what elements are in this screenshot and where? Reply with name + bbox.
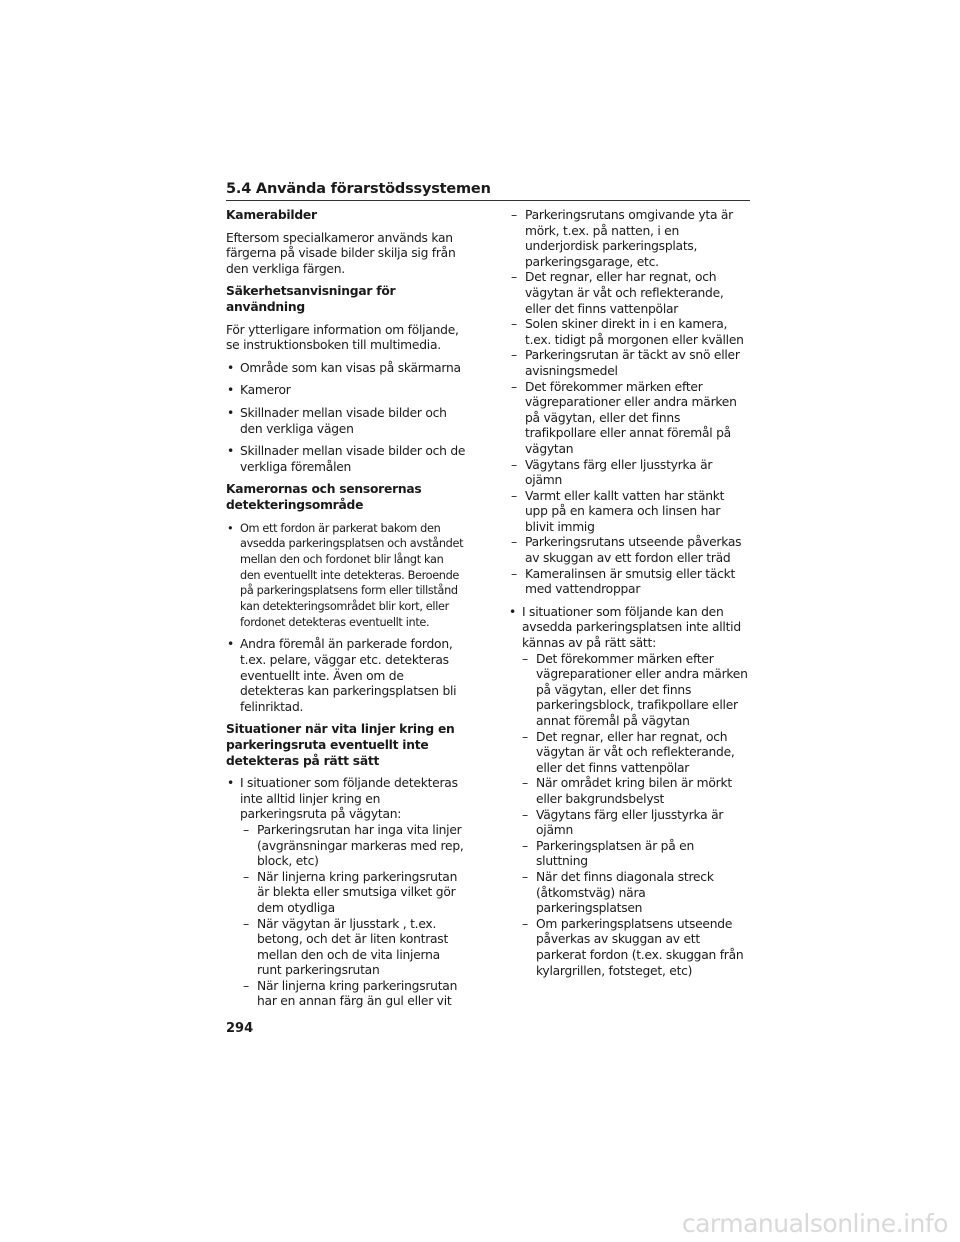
sub-list-item: – Om parkeringsplatsens utseende påverkas av skuggan av ett parkerat fordon (t.ex. skuggan från kylargrillen, fotsteget, etc) [522, 916, 744, 978]
right-column [508, 208, 748, 979]
sub-list-item: – När linjerna kring parkeringsrutan har en annan färg än gul eller vit [243, 978, 458, 1009]
heading-sakerhet: Säkerhetsanvisningar för användning [226, 284, 396, 314]
heading-detektering: Kamerornas och sensorernas detekteringsområde [226, 482, 422, 512]
sub-list-item: – När det finns diagonala streck (åtkomstväg) nära parkeringsplatsen [522, 869, 714, 916]
heading-vita-linjer: Situationer när vita linjer kring en parkeringsruta eventuellt inte detekteras på rätt sätt [226, 722, 455, 768]
list-item: • Skillnader mellan visade bilder och den verkliga vägen [227, 405, 447, 436]
list-item: • Skillnader mellan visade bilder och de verkliga föremålen [227, 444, 466, 474]
left-column [226, 208, 466, 1010]
sub-list-item: – Det regnar, eller har regnat, och vägytan är våt och reflekterande, eller det finns vattenpölar [522, 729, 735, 775]
list-item: • Om ett fordon är parkerat bakom den avsedda parkeringsplatsen och avståndet mellan den och fordonet blir långt kan den eventuellt inte detekteras. Beroende på parkeringsplatsens form eller tillstånd kan detekteringsområdet blir kort, eller fordonet detekteras eventuellt inte. [227, 521, 464, 629]
list-item: • Andra föremål än parkerade fordon, t.ex. pelare, väggar etc. detekteras eventuellt inte. Även om de detekteras kan parkeringsplatsen bli felinriktad. [227, 637, 457, 714]
list-item: • I situationer som följande kan den avsedda parkeringsplatsen inte alltid kännas av på rätt sätt: [509, 604, 741, 651]
sub-list-item: – Solen skiner direkt in i en kamera, t.ex. tidigt på morgonen eller kvällen [511, 317, 744, 347]
section-header [226, 178, 750, 201]
sublist-vita-linjer [226, 823, 466, 1010]
page-number: 294 [226, 1021, 254, 1036]
list-item: • I situationer som följande detekteras inte alltid linjer kring en parkeringsruta på vägytan: [227, 776, 458, 822]
sub-list-item: – Vägytans färg eller ljusstyrka är ojämn [522, 807, 724, 838]
sub-list-item: – Parkeringsplatsen är på en sluttning [522, 838, 695, 869]
sub-list-item: – Kameralinsen är smutsig eller täckt med vattendroppar [511, 566, 736, 597]
sub-list-item: – Parkeringsrutan är täckt av snö eller avisningsmedel [511, 348, 740, 378]
sub-list-item: – Varmt eller kallt vatten har stänkt upp på en kamera och linsen har blivit immig [511, 488, 725, 534]
sub-list-item: – Parkeringsrutan har inga vita linjer (avgränsningar markeras med rep, block, etc) [243, 822, 464, 869]
sub-list-item: – Det förekommer märken efter vägreparationer eller andra märken på vägytan, eller det finns trafikpollare eller annat föremål på vägytan [511, 379, 737, 456]
sub-list-item: – Parkeringsrutans utseende påverkas av skuggan av ett fordon eller träd [511, 535, 742, 566]
sub-list-item: – Parkeringsrutans omgivande yta är mörk, t.ex. på natten, i en underjordisk parkeringsplats, parkeringsgarage, etc. [511, 208, 733, 269]
watermark: carmanualsonline.info [681, 1209, 948, 1238]
list-item: • Kameror [227, 383, 291, 398]
sub-list-item: – Det regnar, eller har regnat, och vägytan är våt och reflekterande, eller det finns vattenpölar [511, 270, 724, 316]
sub-list-item: – När linjerna kring parkeringsrutan är blekta eller smutsiga vilket gör dem otydliga [243, 869, 458, 915]
sub-list-item: – Det förekommer märken efter vägreparationer eller andra märken på vägytan, eller det finns parkeringsblock, trafikpollare eller annat föremål på vägytan [522, 651, 748, 728]
paragraph-kamerabilder: Eftersom specialkameror används kan färgerna på visade bilder skilja sig från den verkliga färgen. [226, 230, 456, 276]
sub-list-item: – När området kring bilen är mörkt eller bakgrundsbelyst [522, 776, 732, 806]
section-title: 5.4 Använda förarstödssystemen [226, 181, 491, 197]
sub-list-item: – Vägytans färg eller ljusstyrka är ojämn [511, 457, 713, 488]
paragraph-sakerhet: För ytterligare information om följande, se instruktionsboken till multimedia. [226, 322, 459, 353]
list-item: • Område som kan visas på skärmarna [227, 360, 461, 375]
sublist-parkeringsplats [508, 652, 748, 979]
sublist-continued [508, 208, 748, 598]
sub-list-item: – När vägytan är ljusstark , t.ex. betong, och det är liten kontrast mellan den och de vita linjerna runt parkeringsrutan [243, 916, 449, 978]
heading-kamerabilder: Kamerabilder [226, 208, 317, 222]
